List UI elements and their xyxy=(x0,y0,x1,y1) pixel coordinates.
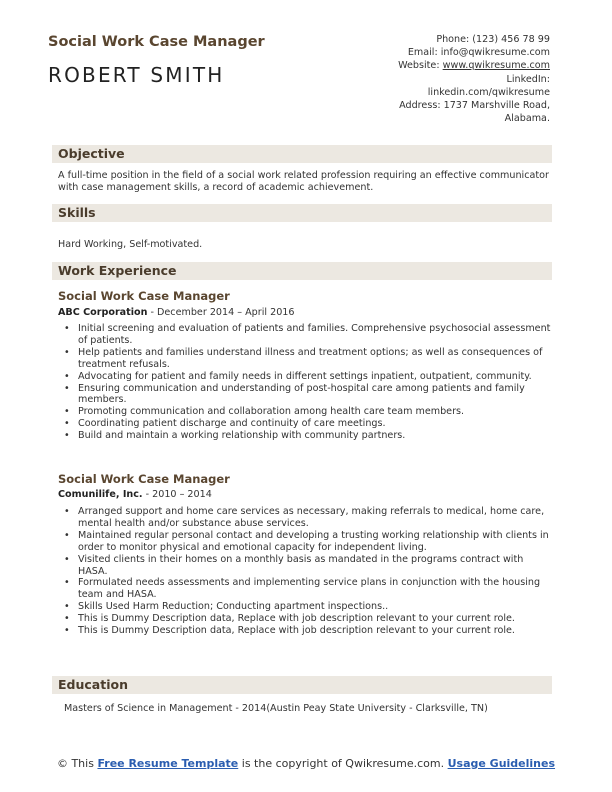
list-item: • Coordinating patient discharge and continuity of care meetings. xyxy=(64,418,554,430)
section-education-title: Education xyxy=(58,677,128,692)
job-title-2: Social Work Case Manager xyxy=(58,472,230,486)
contact-address-line1: Address: 1737 Marshville Road, xyxy=(399,100,550,112)
list-item: • Arranged support and home care services as necessary, making referrals to medical, home care, mental health and/or substance abuse services. xyxy=(64,506,554,530)
education-text: Masters of Science in Management - 2014(Austin Peay State University - Clarksville, TN) xyxy=(64,703,488,714)
job-bullets-2 xyxy=(64,506,554,637)
candidate-name: ROBERT SMITH xyxy=(48,63,225,87)
free-resume-template-link[interactable]: Free Resume Template xyxy=(97,757,239,770)
list-item: • Maintained regular personal contact and developing a trusting working relationship with clients in order to monitor physical and emotional capacity for independent living. xyxy=(64,530,554,554)
list-item: • Build and maintain a working relationship with community partners. xyxy=(64,430,554,442)
section-work-experience xyxy=(52,262,552,280)
job-dates-2: - 2010 – 2014 xyxy=(142,489,212,500)
list-item: • Advocating for patient and family needs in different settings inpatient, outpatient, community. xyxy=(64,371,554,383)
website-link[interactable]: www.qwikresume.com xyxy=(442,60,550,72)
resume-job-title: Social Work Case Manager xyxy=(48,34,265,50)
section-objective-title: Objective xyxy=(58,146,125,161)
job-company-line-2 xyxy=(58,489,212,500)
footer-prefix: © This xyxy=(56,757,98,770)
list-item: • Visited clients in their homes on a monthly basis as mandated in the programs contract with HASA. xyxy=(64,554,554,578)
contact-email: Email: info@qwikresume.com xyxy=(407,47,550,59)
contact-linkedin-url: linkedin.com/qwikresume xyxy=(427,86,550,98)
contact-address-line2: Alabama. xyxy=(504,113,550,125)
job-company-line-1 xyxy=(58,307,295,318)
copyright-footer xyxy=(0,757,612,770)
list-item: • This is Dummy Description data, Replace with job description relevant to your current role. xyxy=(64,613,554,625)
job-company-1: ABC Corporation xyxy=(58,307,148,318)
list-item: • This is Dummy Description data, Replace with job description relevant to your current role. xyxy=(64,625,554,637)
contact-phone: Phone: (123) 456 78 99 xyxy=(436,34,550,45)
usage-guidelines-link[interactable]: Usage Guidelines xyxy=(447,757,556,770)
list-item: • Formulated needs assessments and implementing service plans in conjunction with the housing team and HASA. xyxy=(64,577,554,601)
list-item: • Help patients and families understand illness and treatment options; as well as consequences of treatment refusals. xyxy=(64,347,554,371)
list-item: • Skills Used Harm Reduction; Conducting apartment inspections.. xyxy=(64,601,554,613)
footer-middle: is the copyright of Qwikresume.com. xyxy=(238,757,448,770)
contact-block xyxy=(398,33,550,125)
list-item: • Promoting communication and collaboration among health care team members. xyxy=(64,406,554,418)
skills-text: Hard Working, Self-motivated. xyxy=(58,239,203,250)
contact-linkedin-label: LinkedIn: xyxy=(506,73,550,85)
section-work-experience-title: Work Experience xyxy=(58,263,177,278)
job-company-2: Comunilife, Inc. xyxy=(58,489,143,500)
job-bullets-1 xyxy=(64,323,554,442)
website-label: Website: xyxy=(398,60,443,72)
job-title-1: Social Work Case Manager xyxy=(58,289,230,303)
section-skills-title: Skills xyxy=(58,205,96,220)
section-education xyxy=(52,676,552,694)
list-item: • Initial screening and evaluation of patients and families. Comprehensive psychosocial assessment of patients. xyxy=(64,323,554,347)
contact-website xyxy=(398,59,550,72)
list-item: • Ensuring communication and understanding of post-hospital care among patients and family members. xyxy=(64,383,554,407)
objective-text: A full-time position in the field of a social work related profession requiring an effective communicator with case management skills, a record of academic achievement. xyxy=(58,170,549,193)
section-skills xyxy=(52,204,552,222)
job-dates-1: - December 2014 – April 2016 xyxy=(147,307,295,318)
section-objective xyxy=(52,145,552,163)
